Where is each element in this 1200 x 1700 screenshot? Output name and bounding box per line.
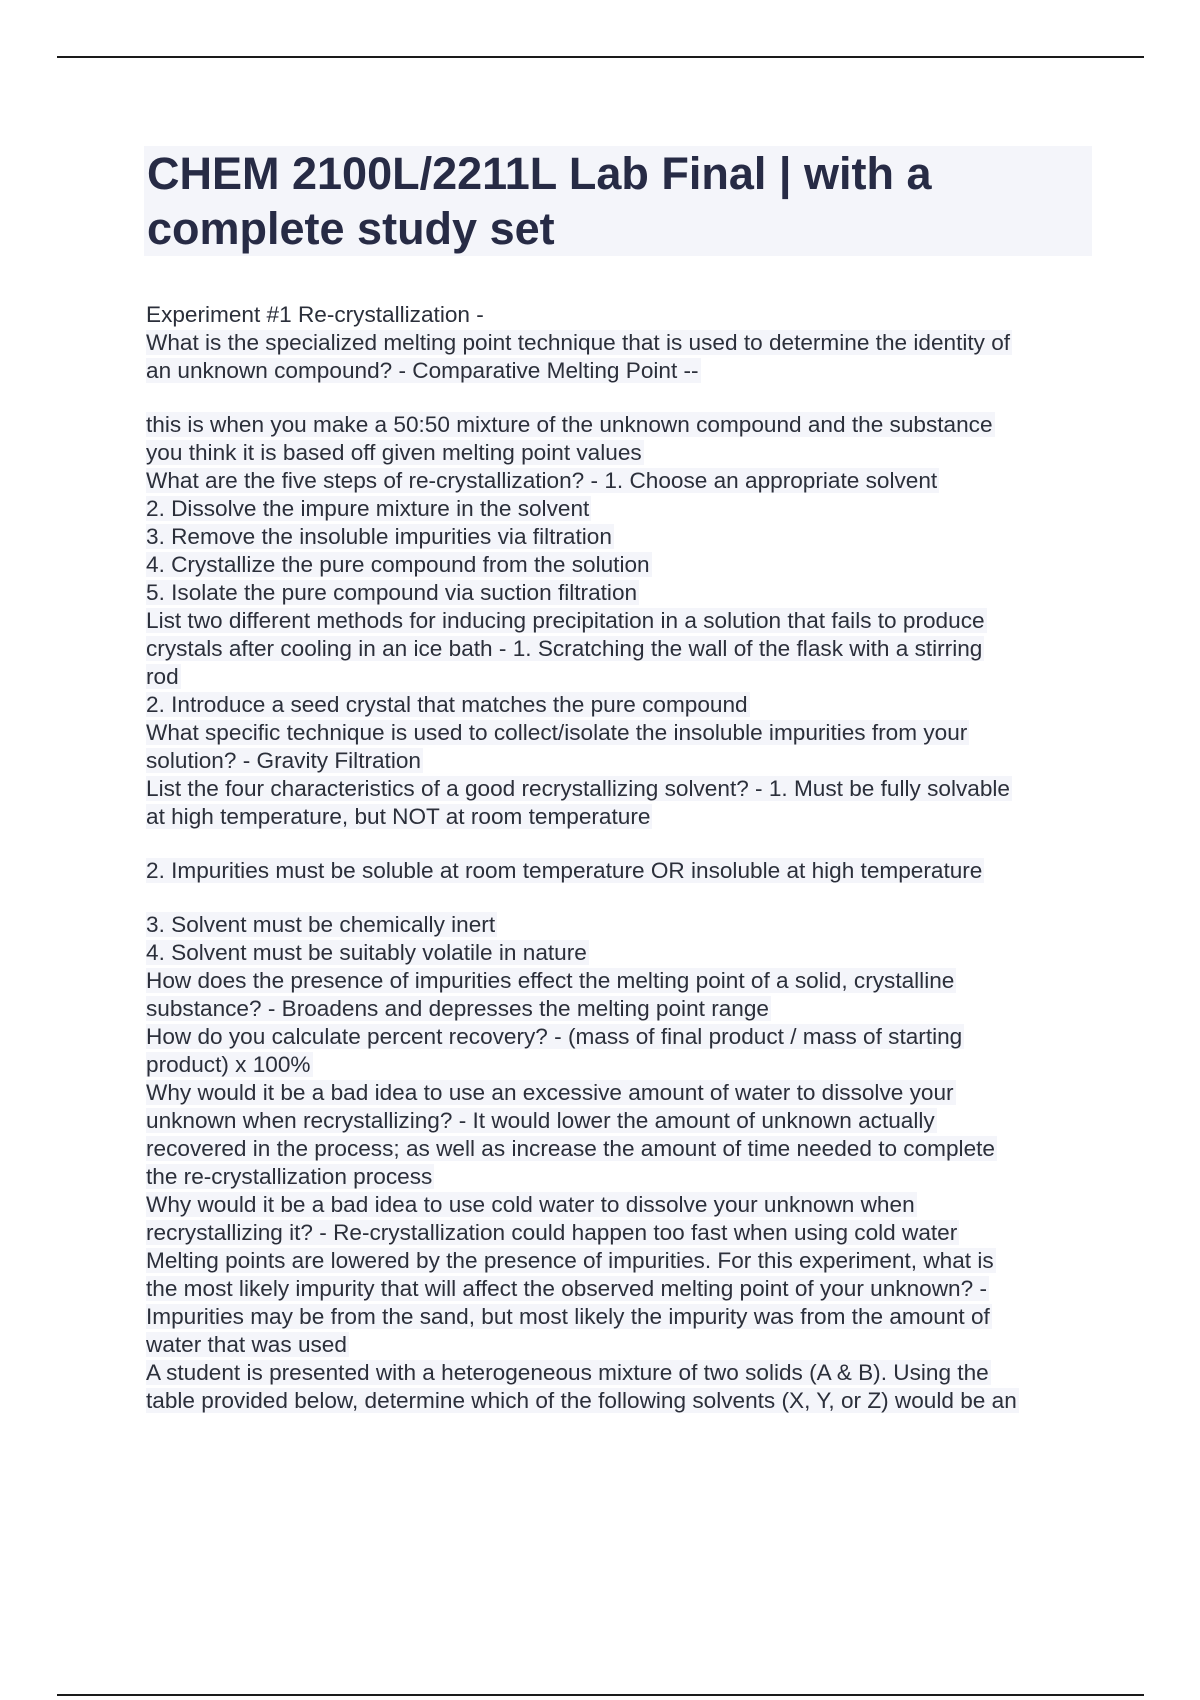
text-line: at high temperature, but NOT at room temperature (146, 804, 651, 829)
text-line: recrystallizing it? - Re-crystallization could happen too fast when using cold water (146, 1220, 958, 1245)
text-line: How do you calculate percent recovery? - (mass of final product / mass of starting (146, 1024, 963, 1049)
text-line: A student is presented with a heterogeneous mixture of two solids (A & B). Using the (146, 1360, 989, 1385)
section-heading: Experiment #1 Re-crystallization - (146, 302, 484, 327)
text-line: 5. Isolate the pure compound via suction filtration (146, 580, 638, 605)
text-line: substance? - Broadens and depresses the melting point range (146, 996, 769, 1021)
text-line: rod (146, 664, 179, 689)
text-line: Why would it be a bad idea to use cold water to dissolve your unknown when (146, 1192, 915, 1217)
page-title (147, 146, 1087, 256)
text-line: 4. Crystallize the pure compound from the solution (146, 552, 650, 577)
text-line: 4. Solvent must be suitably volatile in nature (146, 940, 587, 965)
top-divider (57, 56, 1144, 58)
text-line: 3. Solvent must be chemically inert (146, 912, 496, 937)
text-line: table provided below, determine which of the following solvents (X, Y, or Z) would be an (146, 1388, 1017, 1413)
text-line: List two different methods for inducing precipitation in a solution that fails to produce (146, 608, 985, 633)
text-line: this is when you make a 50:50 mixture of the unknown compound and the substance (146, 412, 993, 437)
title-line-1: CHEM 2100L/2211L Lab Final | with a (147, 148, 932, 199)
text-line: crystals after cooling in an ice bath - 1. Scratching the wall of the flask with a stirring (146, 636, 983, 661)
text-line: What are the five steps of re-crystallization? - 1. Choose an appropriate solvent (146, 468, 938, 493)
blank-line (146, 831, 1096, 857)
text-line: What is the specialized melting point technique that is used to determine the identity of (146, 330, 1011, 355)
text-line: 3. Remove the insoluble impurities via filtration (146, 524, 612, 549)
text-line: water that was used (146, 1332, 347, 1357)
text-line: Melting points are lowered by the presence of impurities. For this experiment, what is (146, 1248, 994, 1273)
text-line: List the four characteristics of a good recrystallizing solvent? - 1. Must be fully solvable (146, 776, 1010, 801)
bottom-divider (57, 1694, 1144, 1696)
text-line: 2. Impurities must be soluble at room temperature OR insoluble at high temperature (146, 858, 983, 883)
text-line: recovered in the process; as well as increase the amount of time needed to complete (146, 1136, 995, 1161)
study-set-body (146, 301, 1096, 1415)
blank-line (146, 885, 1096, 911)
text-line: 2. Dissolve the impure mixture in the solvent (146, 496, 590, 521)
text-line: Impurities may be from the sand, but most likely the impurity was from the amount of (146, 1304, 990, 1329)
text-line: unknown when recrystallizing? - It would lower the amount of unknown actually (146, 1108, 935, 1133)
blank-line (146, 385, 1096, 411)
text-line: an unknown compound? - Comparative Melting Point -- (146, 358, 699, 383)
title-line-2: complete study set (147, 203, 555, 254)
text-line: product) x 100% (146, 1052, 311, 1077)
text-line: Why would it be a bad idea to use an excessive amount of water to dissolve your (146, 1080, 954, 1105)
text-line: How does the presence of impurities effect the melting point of a solid, crystalline (146, 968, 955, 993)
text-line: 2. Introduce a seed crystal that matches the pure compound (146, 692, 748, 717)
text-line: you think it is based off given melting point values (146, 440, 642, 465)
text-line: the most likely impurity that will affect the observed melting point of your unknown? - (146, 1276, 987, 1301)
text-line: What specific technique is used to collect/isolate the insoluble impurities from your (146, 720, 968, 745)
text-line: solution? - Gravity Filtration (146, 748, 421, 773)
text-line: the re-crystallization process (146, 1164, 433, 1189)
